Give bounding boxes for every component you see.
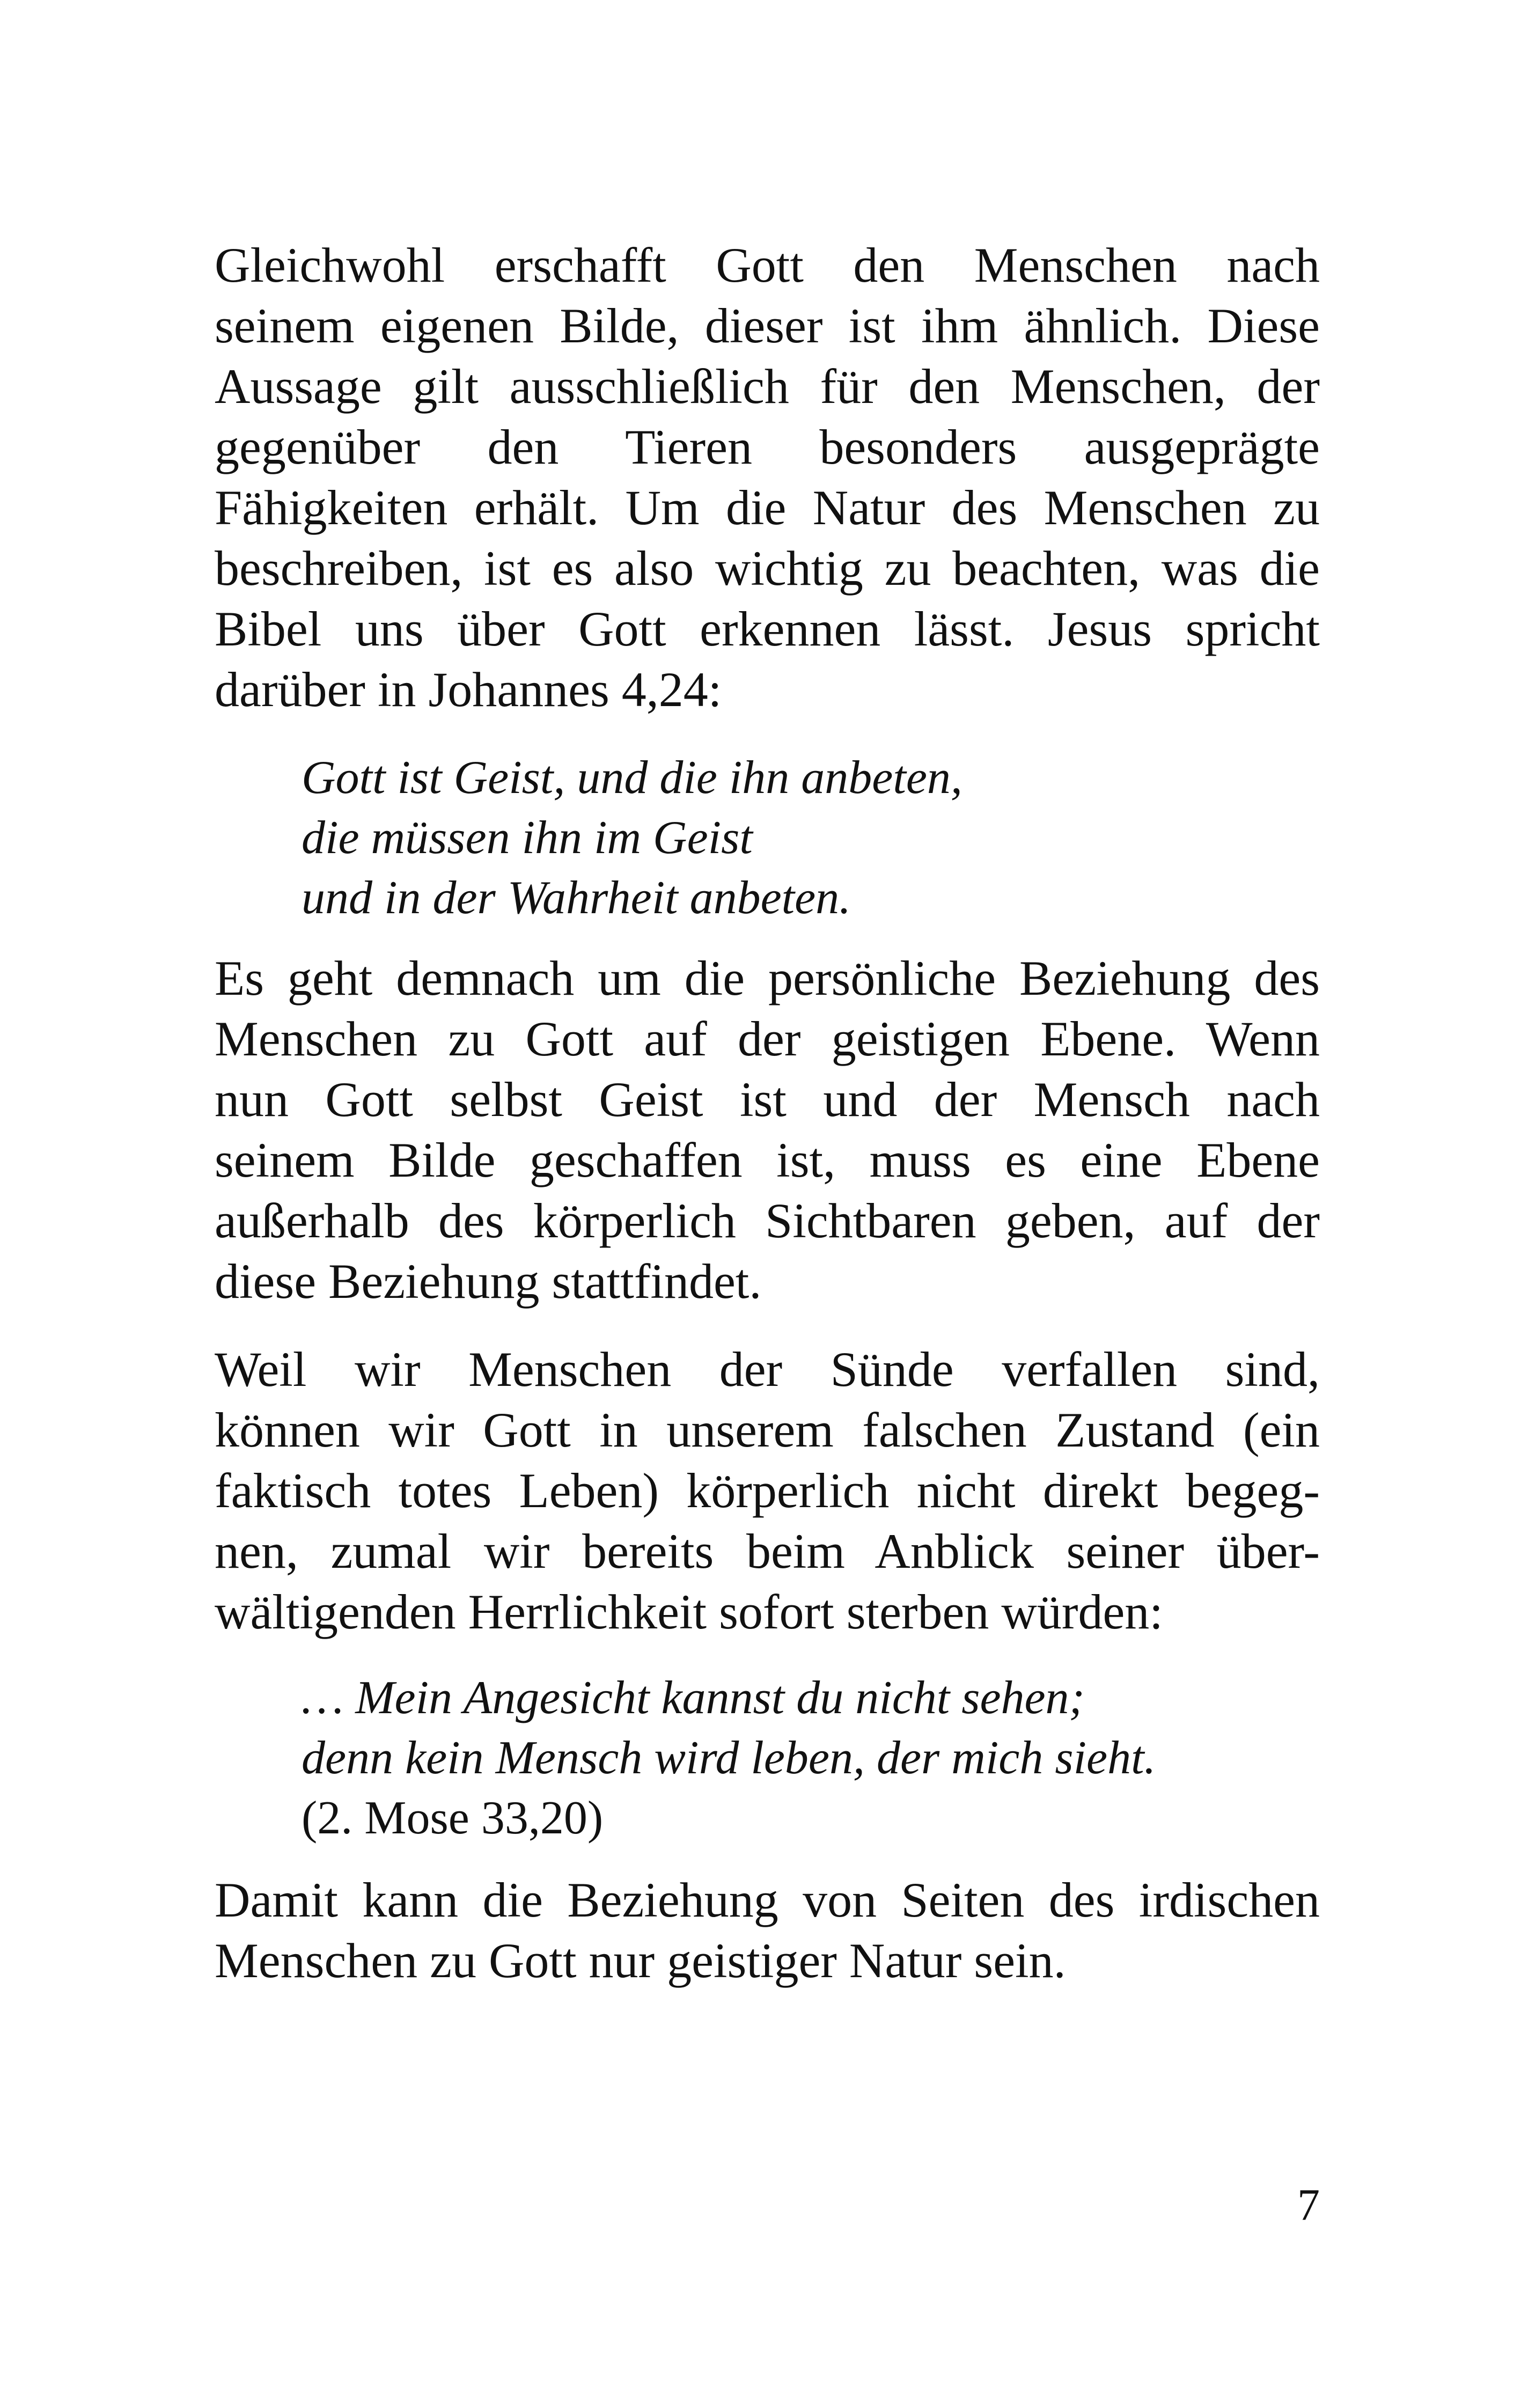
paragraph-line: seinem eigenen Bilde, dieser ist ihm ähnlich. Diese <box>215 298 1320 353</box>
page-number: 7 <box>1297 2180 1320 2230</box>
paragraph-line: faktisch totes Leben) körperlich nicht direkt begeg- <box>215 1463 1320 1518</box>
paragraph-2 <box>215 948 1320 1312</box>
quote-line: … Mein Angesicht kannst du nicht sehen; <box>302 1672 1085 1724</box>
paragraph-line: Menschen zu Gott auf der geistigen Ebene. Wenn <box>215 1011 1320 1066</box>
paragraph-line: Aussage gilt ausschließlich für den Menschen, der <box>215 359 1320 414</box>
paragraph-line: Damit kann die Beziehung von Seiten des irdischen <box>215 1873 1320 1927</box>
paragraph-line: Menschen zu Gott nur geistiger Natur sein. <box>215 1933 1066 1988</box>
paragraph-line: außerhalb des körperlich Sichtbaren geben, auf der <box>215 1193 1320 1248</box>
paragraph-line: Weil wir Menschen der Sünde verfallen sind, <box>215 1342 1320 1397</box>
quote-line: Gott ist Geist, und die ihn anbeten, <box>302 752 962 804</box>
paragraph-line: können wir Gott in unserem falschen Zustand (ein <box>215 1403 1320 1457</box>
paragraph-line: Gleichwohl erschafft Gott den Menschen nach <box>215 238 1320 292</box>
paragraph-line: diese Beziehung stattfindet. <box>215 1254 762 1309</box>
quote-line: und in der Wahrheit anbeten. <box>302 872 851 924</box>
quote-line: die müssen ihn im Geist <box>302 812 753 864</box>
paragraph-line: nun Gott selbst Geist ist und der Mensch nach <box>215 1072 1320 1127</box>
scripture-quote-2 <box>302 1668 1321 1848</box>
paragraph-line: Es geht demnach um die persönliche Beziehung des <box>215 951 1320 1005</box>
paragraph-3 <box>215 1339 1320 1642</box>
paragraph-line: beschreiben, ist es also wichtig zu beachten, was die <box>215 541 1320 596</box>
scripture-quote-1 <box>302 748 1321 928</box>
paragraph-1 <box>215 235 1320 720</box>
paragraph-line: Fähigkeiten erhält. Um die Natur des Menschen zu <box>215 480 1320 535</box>
paragraph-line: darüber in Johannes 4,24: <box>215 662 722 717</box>
quote-reference: (2. Mose 33,20) <box>302 1792 604 1844</box>
paragraph-line: Bibel uns über Gott erkennen lässt. Jesus spricht <box>215 601 1320 656</box>
quote-line: denn kein Mensch wird leben, der mich sieht. <box>302 1732 1156 1784</box>
paragraph-line: gegenüber den Tieren besonders ausgeprägte <box>215 420 1320 474</box>
paragraph-line: seinem Bilde geschaffen ist, muss es eine Ebene <box>215 1133 1320 1187</box>
paragraph-line: nen, zumal wir bereits beim Anblick seiner über- <box>215 1524 1320 1579</box>
paragraph-line: wältigenden Herrlichkeit sofort sterben würden: <box>215 1584 1163 1639</box>
paragraph-4 <box>215 1870 1320 1991</box>
